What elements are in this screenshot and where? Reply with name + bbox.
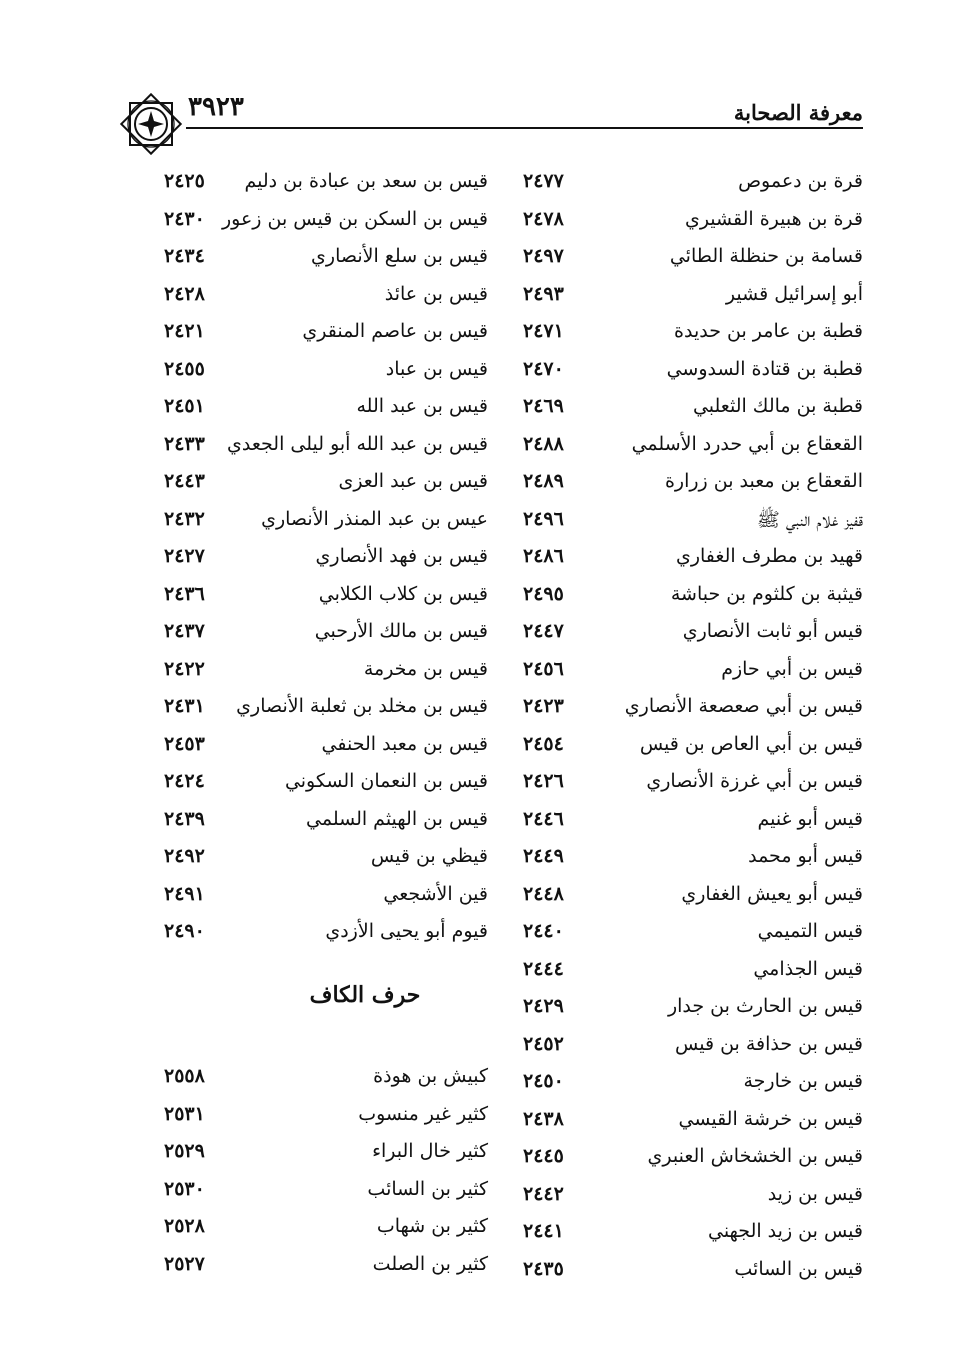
index-entry — [523, 281, 863, 319]
index-entry — [164, 206, 488, 244]
index-entry — [523, 693, 863, 731]
entry-name: قيس بن الحارث بن جدار — [667, 995, 863, 1017]
entry-number: ٢٤٢٢ — [164, 657, 205, 680]
index-entry — [164, 918, 488, 956]
entry-number: ٢٤٣١ — [164, 695, 205, 717]
index-entry — [523, 543, 863, 581]
entry-number: ٢٤٤٥ — [523, 1145, 564, 1167]
entry-number: ٢٤٨٩ — [523, 470, 564, 492]
entry-number: ٢٤٥٢ — [523, 1032, 564, 1055]
entry-name: قيس أبو ثابت الأنصاري — [682, 620, 863, 642]
entry-name: قيس بن الخشخاش العنبري — [647, 1145, 863, 1167]
entry-number: ٢٤٧٨ — [523, 207, 564, 230]
entry-number: ٢٤٩١ — [164, 882, 205, 905]
entry-name: قيس بن كلاب الكلابي — [318, 582, 488, 605]
entry-name: قيس الجذامي — [753, 957, 863, 980]
entry-number: ٢٤٦٩ — [523, 395, 564, 417]
entry-number: ٢٤٢٨ — [164, 282, 205, 305]
index-entry — [164, 693, 488, 731]
index-entry — [523, 881, 863, 919]
entry-name: قرة بن دعموص — [738, 170, 863, 192]
entry-name: قيس بن عبد الله أبو ليلى الجعدي — [227, 432, 488, 455]
index-entry — [164, 731, 488, 769]
entry-number: ٢٤٩٧ — [523, 245, 564, 267]
entry-name: قيس التميمي — [757, 920, 863, 942]
entry-number: ٢٤٨٨ — [523, 432, 564, 455]
entry-number: ٢٤٢٩ — [523, 995, 564, 1017]
index-entry — [523, 393, 863, 431]
entry-name: قيس بن السكن بن قيس بن زعور — [221, 207, 488, 230]
index-entry — [164, 506, 488, 544]
entry-name: قطبة بن عامر بن حديدة — [674, 320, 863, 342]
entry-number: ٢٤٥١ — [164, 395, 205, 417]
index-entry — [164, 543, 488, 581]
index-entry — [164, 243, 488, 281]
entry-name: قين الأشجعي — [383, 882, 488, 905]
index-entry — [164, 843, 488, 881]
index-entry — [523, 468, 863, 506]
index-entry — [164, 881, 488, 919]
index-entry — [523, 1106, 863, 1144]
entry-name: القعقاع بن أبي حدرد الأسلمي — [631, 432, 863, 455]
entry-name: كثير بن السائب — [367, 1177, 488, 1200]
index-entry — [164, 1138, 488, 1176]
index-entry — [523, 1143, 863, 1181]
entry-number: ٢٤٣٣ — [164, 432, 205, 455]
entry-number: ٢٤٢٤ — [164, 770, 205, 792]
index-entry — [523, 581, 863, 619]
entry-number: ٢٤٢٦ — [523, 770, 564, 792]
index-entry — [523, 431, 863, 469]
entry-name: كثير غير منسوب — [358, 1102, 488, 1125]
index-entry — [523, 1256, 863, 1294]
section-title-kaf: حرف الكاف — [309, 982, 421, 1008]
entry-name: قيس أبو غنيم — [757, 807, 863, 830]
entry-name: قيس بن خارجة — [743, 1070, 863, 1092]
entry-name: قيس بن عائذ — [384, 282, 488, 305]
entry-name: قطبة بن قتادة السدوسي — [666, 357, 863, 380]
entry-name: قيس بن عبد الله — [356, 395, 488, 417]
entry-name: قيس بن أبي غرزة الأنصاري — [646, 770, 863, 792]
entry-number: ٢٤٤٧ — [523, 620, 564, 642]
index-entry — [523, 806, 863, 844]
entry-number: ٢٤٣٤ — [164, 245, 205, 267]
index-entry — [523, 918, 863, 956]
entry-number: ٢٤٢٥ — [164, 170, 205, 192]
entry-name: قيس بن سلع الأنصاري — [311, 245, 488, 267]
entry-name: قيس بن زيد — [767, 1182, 863, 1205]
entry-number: ٢٤٤٦ — [523, 807, 564, 830]
book-title: معرفة الصحابة — [733, 100, 863, 125]
entry-name: كثير بن الصلت — [372, 1252, 488, 1275]
entry-number: ٢٥٥٨ — [164, 1065, 205, 1087]
index-entry — [523, 1031, 863, 1069]
entry-name: قيس بن أبي العاص بن قيس — [639, 732, 863, 755]
entry-number: ٢٤٧٧ — [523, 170, 564, 192]
entry-number: ٢٤٤١ — [523, 1220, 564, 1242]
index-entry — [164, 768, 488, 806]
index-entry — [164, 1101, 488, 1139]
entry-number: ٢٤٣٧ — [164, 620, 205, 642]
entry-name: قيس بن عباد — [385, 357, 488, 380]
entry-name: قيس بن النعمان السكوني — [284, 770, 488, 792]
entry-name: قيس بن مخرمة — [363, 657, 488, 680]
index-entry — [164, 618, 488, 656]
entry-name: قرة بن هبيرة القشيري — [684, 207, 863, 230]
index-entry — [523, 768, 863, 806]
entry-number: ٢٤٤٩ — [523, 845, 564, 867]
index-entry — [523, 206, 863, 244]
entry-number: ٢٤٩٠ — [164, 920, 205, 942]
index-column-right — [523, 168, 863, 1293]
entry-name: قيس بن أبي حازم — [721, 657, 863, 680]
index-entry — [523, 731, 863, 769]
entry-name: كثير خال البراء — [372, 1140, 488, 1162]
entry-number: ٢٤٥٥ — [164, 357, 205, 380]
entry-number: ٢٤٤٢ — [523, 1182, 564, 1205]
index-entry — [523, 243, 863, 281]
entry-name: قيس بن خرشة القيسي — [678, 1107, 863, 1130]
entry-number: ٢٤٥٦ — [523, 657, 564, 680]
index-entry — [523, 956, 863, 994]
entry-number: ٢٤٢١ — [164, 320, 205, 342]
index-entry — [523, 1218, 863, 1256]
entry-number: ٢٥٣١ — [164, 1102, 205, 1125]
index-entry — [164, 431, 488, 469]
index-entry — [523, 1181, 863, 1219]
header-rule — [186, 127, 863, 129]
entry-name: قطبة بن مالك الثعلبي — [692, 395, 863, 417]
index-entry — [164, 1251, 488, 1289]
entry-name: قيس بن مخلد بن ثعلبة الأنصاري — [236, 695, 488, 717]
entry-number: ٢٤٩٦ — [523, 507, 564, 530]
entry-number: ٢٤٩٢ — [164, 845, 205, 867]
entry-name: قيس بن فهد الأنصاري — [315, 545, 488, 567]
index-entry — [164, 1063, 488, 1101]
entry-name: قيس بن سعد بن عبادة بن دليم — [244, 170, 488, 192]
entry-name: قيثبة بن كلثوم بن حباشة — [670, 582, 863, 605]
entry-name: قيس بن عاصم المنقري — [302, 320, 488, 342]
index-entry — [164, 1213, 488, 1251]
index-column-kaf — [164, 1063, 488, 1288]
index-entry — [164, 356, 488, 394]
entry-name: قهيد بن مطرف الغفاري — [675, 545, 863, 567]
entry-name: قيس بن زيد الجهني — [707, 1220, 863, 1242]
index-entry — [164, 281, 488, 319]
index-entry — [164, 656, 488, 694]
entry-name: قيوم أبو يحيى الأزدي — [325, 920, 488, 942]
entry-number: ٢٤٣٠ — [164, 207, 205, 230]
ornament-icon — [116, 89, 186, 159]
index-entry — [164, 581, 488, 619]
entry-name: قيس بن حذافة بن قيس — [674, 1032, 863, 1055]
entry-number: ٢٥٣٠ — [164, 1177, 205, 1200]
index-entry — [523, 618, 863, 656]
entry-number: ٢٤٤٤ — [523, 957, 564, 980]
index-entry — [523, 656, 863, 694]
entry-number: ٢٥٢٧ — [164, 1252, 205, 1275]
entry-number: ٢٤٩٣ — [523, 282, 564, 305]
entry-number: ٢٤٢٧ — [164, 545, 205, 567]
entry-name: أبو إسرائيل قشير — [725, 282, 863, 305]
index-column-left — [164, 168, 488, 956]
entry-name: قيس بن الهيثم السلمي — [306, 807, 488, 830]
index-entry — [164, 393, 488, 431]
entry-number: ٢٤٨٦ — [523, 545, 564, 567]
entry-number: ٢٤٤٠ — [523, 920, 564, 942]
entry-number: ٢٤٣٦ — [164, 582, 205, 605]
index-entry — [523, 356, 863, 394]
entry-number: ٢٤٥٠ — [523, 1070, 564, 1092]
entry-name: قيس أبو محمد — [748, 845, 863, 867]
entry-name: قيس بن عبد العزى — [338, 470, 488, 492]
entry-name: قيس بن السائب — [734, 1257, 863, 1280]
entry-number: ٢٤٣٨ — [523, 1107, 564, 1130]
index-entry — [523, 506, 863, 544]
entry-number: ٢٤٣٢ — [164, 507, 205, 530]
entry-name: عيس بن عبد المنذر الأنصاري — [261, 507, 488, 530]
index-entry — [164, 468, 488, 506]
index-entry — [523, 993, 863, 1031]
entry-name: قيس بن معبد الحنفي — [321, 732, 488, 755]
index-entry — [164, 318, 488, 356]
entry-name: قسامة بن حنظلة الطائي — [669, 245, 863, 267]
entry-name: قفيز غلام النبي ﷺ — [756, 508, 863, 531]
index-entry — [523, 1068, 863, 1106]
entry-number: ٢٤٢٣ — [523, 695, 564, 717]
entry-number: ٢٥٢٩ — [164, 1140, 205, 1162]
page-number: ٣٩٢٣ — [188, 92, 244, 122]
entry-name: القعقاع بن معبد بن زرارة — [664, 470, 863, 492]
index-entry — [523, 168, 863, 206]
entry-number: ٢٤٣٩ — [164, 807, 205, 830]
index-entry — [523, 318, 863, 356]
index-entry — [523, 843, 863, 881]
page-header — [0, 0, 957, 150]
entry-number: ٢٤٥٤ — [523, 732, 564, 755]
entry-name: كثير بن شهاب — [376, 1215, 488, 1237]
entry-number: ٢٥٢٨ — [164, 1215, 205, 1237]
index-entry — [164, 1176, 488, 1214]
entry-number: ٢٤٤٨ — [523, 882, 564, 905]
entry-name: كبيش بن هوذة — [373, 1065, 488, 1087]
entry-number: ٢٤٧١ — [523, 320, 564, 342]
entry-number: ٢٤٥٣ — [164, 732, 205, 755]
entry-number: ٢٤٣٥ — [523, 1257, 564, 1280]
entry-number: ٢٤٧٠ — [523, 357, 564, 380]
entry-number: ٢٤٩٥ — [523, 582, 564, 605]
entry-name: قيس بن مالك الأرحبي — [314, 620, 488, 642]
entry-name: قيظي بن قيس — [370, 845, 488, 867]
index-entry — [164, 806, 488, 844]
index-entry — [164, 168, 488, 206]
entry-name: قيس بن أبي صعصعة الأنصاري — [624, 695, 863, 717]
entry-name: قيس أبو يعيش الغفاري — [681, 882, 863, 905]
entry-number: ٢٤٤٣ — [164, 470, 205, 492]
